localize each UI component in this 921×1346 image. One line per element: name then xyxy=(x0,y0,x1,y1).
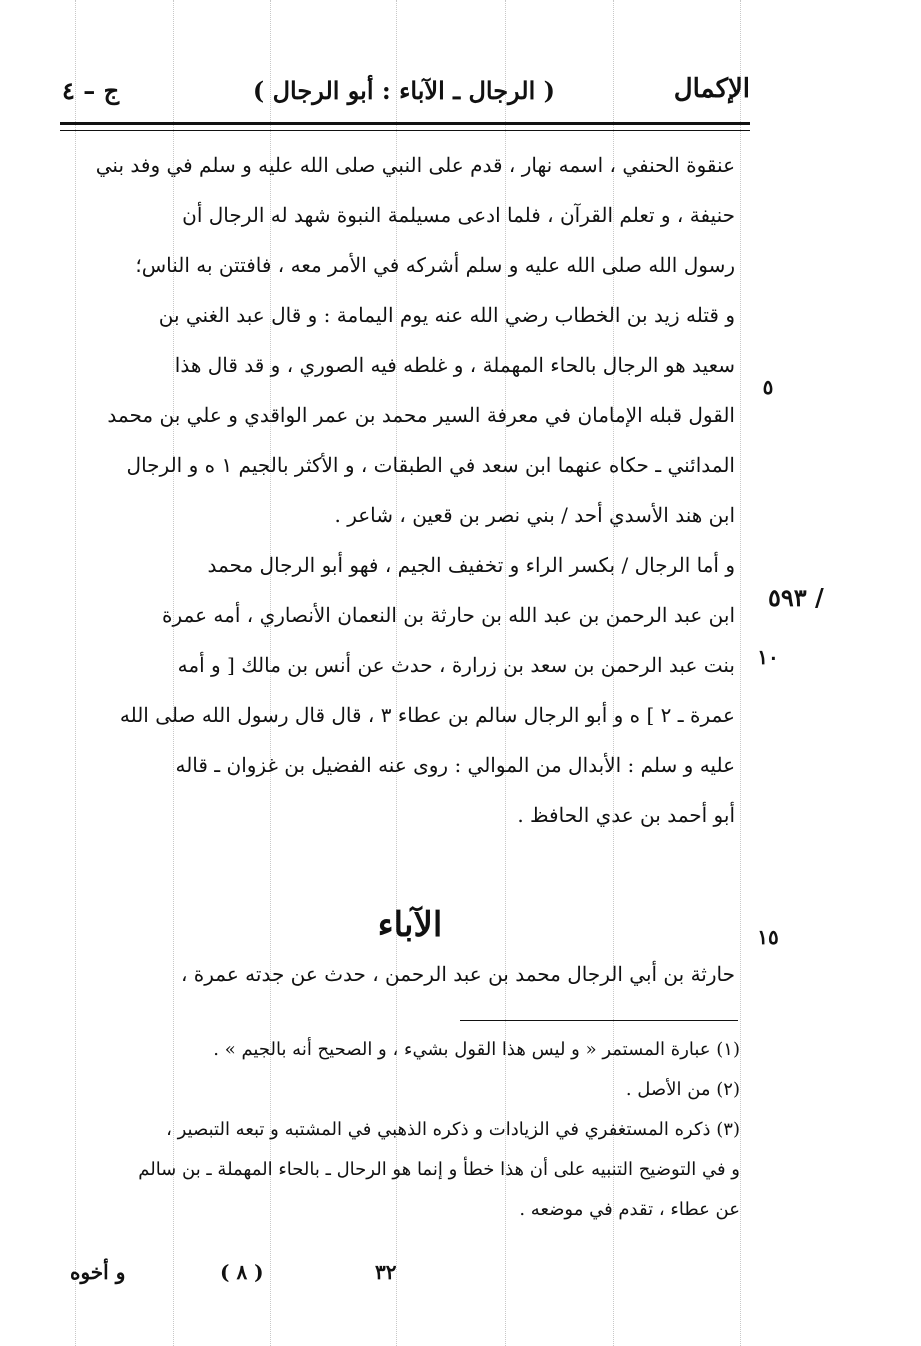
footnote-rule xyxy=(460,1020,738,1021)
text-line: و أما الرجال / بكسر الراء و تخفيف الجيم ، فهو أبو الرجال محمد xyxy=(207,553,735,577)
text-line: و قتله زيد بن الخطاب رضي الله عنه يوم اليمامة : و قال عبد الغني بن xyxy=(158,303,735,327)
header-book-title: الإكمال xyxy=(673,74,750,104)
text-line: عمرة ـ ٢ ] ه و أبو الرجال سالم بن عطاء ٣ ، قال قال رسول الله صلى الله xyxy=(119,703,735,727)
guide-line xyxy=(740,0,741,1346)
running-header xyxy=(60,70,750,120)
header-section-title: ( الرجال ـ الآباء : أبو الرجال ) xyxy=(252,76,555,105)
manuscript-folio-ref: ٥٩٣ / xyxy=(768,583,824,612)
text-line: سعيد هو الرجال بالحاء المهملة ، و غلطه فيه الصوري ، و قد قال هذا xyxy=(174,353,735,377)
text-line: حنيفة ، و تعلم القرآن ، فلما ادعى مسيلمة النبوة شهد له الرجال أن xyxy=(182,203,735,227)
footnotes xyxy=(70,1030,740,1230)
header-rule-thin xyxy=(60,130,750,131)
footnote-3-cont: عن عطاء ، تقدم في موضعه . xyxy=(519,1199,740,1220)
footnote-3-cont: و في التوضيح التنبيه على أن هذا خطأ و إنما هو الرحال ـ بالحاء المهملة ـ بن سالم xyxy=(138,1159,740,1180)
text-line: ابن هند الأسدي أحد / بني نصر بن قعين ، شاعر . xyxy=(334,503,735,527)
text-line: المدائني ـ حكاه عنهما ابن سعد في الطبقات ، و الأكثر بالجيم ١ ه و الرجال xyxy=(126,453,735,477)
section-heading: الآباء xyxy=(377,905,443,945)
page-number: ٣٢ xyxy=(375,1260,397,1284)
catchword: و أخوه xyxy=(70,1260,126,1284)
footnote-2: (٢) من الأصل . xyxy=(625,1079,740,1100)
text-line: القول قبله الإمامان في معرفة السير محمد بن عمر الواقدي و علي بن محمد xyxy=(107,403,735,427)
text-line: ابن عبد الرحمن بن عبد الله بن حارثة بن النعمان الأنصاري ، أمه عمرة xyxy=(162,603,735,627)
body-text xyxy=(70,140,735,840)
text-line: عليه و سلم : الأبدال من الموالي : روى عنه الفضيل بن غزوان ـ قاله xyxy=(175,753,735,777)
line-number-5: ٥ xyxy=(762,375,774,399)
text-line: رسول الله صلى الله عليه و سلم أشركه في الأمر معه ، فافتتن به الناس؛ xyxy=(135,253,735,277)
line-number-15: ١٥ xyxy=(757,925,779,949)
footnote-3: (٣) ذكره المستغفري في الزيادات و ذكره الذهبي في المشتبه و تبعه التبصير ، xyxy=(166,1119,740,1140)
line-number-10: ١٠ xyxy=(757,645,779,669)
footnote-1: (١) عبارة المستمر « و ليس هذا القول بشيء ، و الصحيح أنه بالجيم » . xyxy=(213,1039,740,1060)
header-volume: ج – ٤ xyxy=(62,76,120,105)
section-first-line: حارثة بن أبي الرجال محمد بن عبد الرحمن ، حدث عن جدته عمرة ، xyxy=(180,962,735,986)
text-line: عنقوة الحنفي ، اسمه نهار ، قدم على النبي صلى الله عليه و سلم في وفد بني xyxy=(95,153,735,177)
text-line: بنت عبد الرحمن بن سعد بن زرارة ، حدث عن أنس بن مالك [ و أمه xyxy=(177,653,735,677)
text-line: أبو أحمد بن عدي الحافظ . xyxy=(517,803,735,827)
header-rule xyxy=(60,122,750,125)
signature-mark: ( ٨ ) xyxy=(220,1260,264,1284)
